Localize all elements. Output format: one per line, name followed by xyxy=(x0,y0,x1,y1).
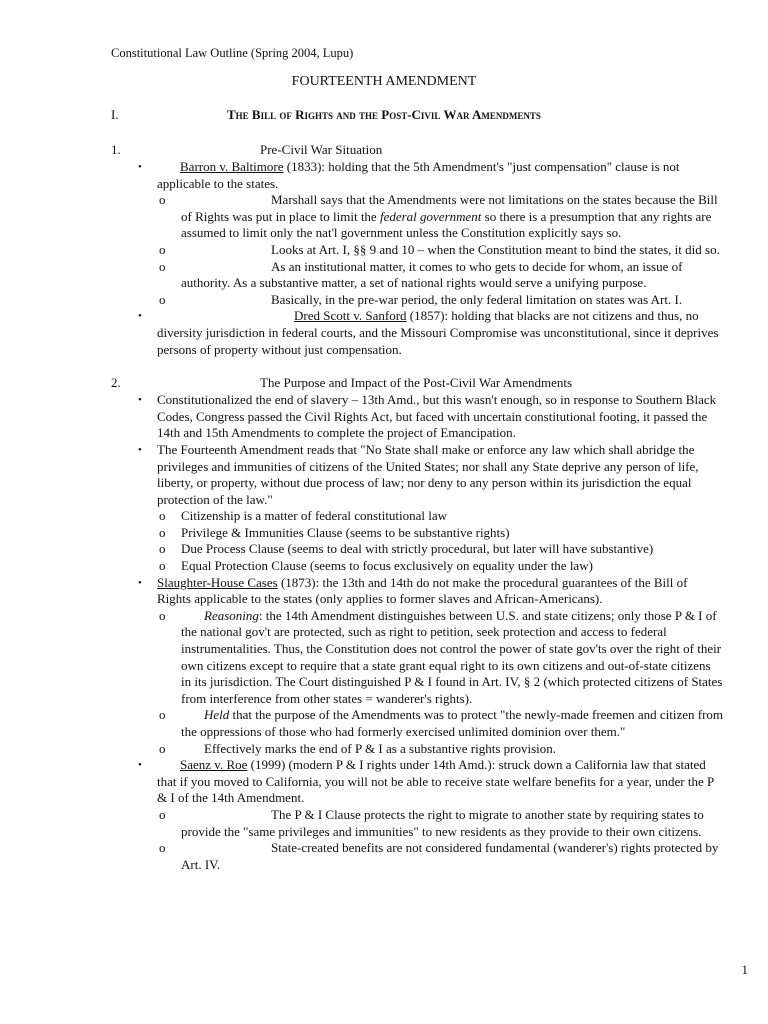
list-text: Effectively marks the end of P & I as a substantive rights provision. xyxy=(204,740,557,756)
subsection-title: Pre-Civil War Situation xyxy=(260,142,383,157)
list-text: Marshall says that the Amendments were not limitations on the states because the Bill of Rights was put in place to limit the xyxy=(181,192,718,224)
list-text: (1873): the 13th and 14th do not make the procedural guarantees of the Bill of Rights applicable to the states (only applies to former slaves and African-Americans). xyxy=(157,574,688,607)
list-item xyxy=(111,442,723,575)
emphasis-text: Reasoning xyxy=(204,607,259,623)
circle-marker: o xyxy=(159,508,166,524)
list-text: State-created benefits are not considered fundamental (wanderer's) rights protected by Art. IV. xyxy=(181,840,719,872)
case-name: Barron v. Baltimore xyxy=(180,159,284,174)
bullet-marker: • xyxy=(138,161,142,173)
list-item xyxy=(111,159,723,308)
running-header: Constitutional Law Outline (Spring 2004, Lupu) xyxy=(111,46,354,60)
page-number: 1 xyxy=(741,962,748,977)
list-item xyxy=(111,292,723,309)
subsection-number: 2. xyxy=(111,375,121,391)
circle-marker: o xyxy=(159,241,166,257)
list-text: : the 14th Amendment distinguishes between U.S. and state citizens; only those P & I of the national gov't are protected, such as right to petition, seek protection and access to federal instrumentalities. Thus, the Constitution does not control the power of state gov'ts over the right of their own citizens except to require that a state grant equal right to its own citizens and out-of-state citizens in its jurisdiction. The Court distinguished P & I found in Art. IV, § 2 (which protected citizens of States from interference from other states = wanderer's rights). xyxy=(181,607,723,706)
page-title: FOURTEENTH AMENDMENT xyxy=(291,74,477,89)
list-text: (1999) (modern P & I rights under 14th Amd.): struck down a California law that stated that if you moved to California, you will not be able to receive state welfare benefits for a year, under the P & I of the 14th Amendment. xyxy=(157,757,714,806)
emphasis-text: Held xyxy=(204,707,230,723)
list-text: Privilege & Immunities Clause (seems to be substantive rights) xyxy=(181,524,510,540)
list-text: As an institutional matter, it comes to who gets to decide for whom, an issue of authority. As a substantive matter, a set of national rights would serve a unifying purpose. xyxy=(181,258,683,291)
circle-marker: o xyxy=(159,806,166,822)
circle-marker: o xyxy=(159,258,166,274)
list-item xyxy=(111,757,723,873)
subsection-title: The Purpose and Impact of the Post-Civil War Amendments xyxy=(260,375,573,391)
circle-marker: o xyxy=(159,558,166,574)
bullet-marker: • xyxy=(138,443,142,456)
list-item xyxy=(111,558,723,575)
list-text: Due Process Clause (seems to deal with strictly procedural, but later will have substantive) xyxy=(181,541,654,557)
list-item xyxy=(111,192,723,242)
bullet-marker: • xyxy=(138,394,142,407)
list-text: Looks at Art. I, §§ 9 and 10 – when the Constitution meant to bind the states, it did so. xyxy=(271,241,720,257)
circle-marker: o xyxy=(159,607,166,623)
circle-marker: o xyxy=(159,192,166,208)
subsection-heading xyxy=(111,142,723,159)
list-item xyxy=(111,392,723,442)
section-title: The Bill of Rights and the Post-Civil War Amendments xyxy=(227,107,541,122)
list-item xyxy=(111,259,723,292)
list-text: Citizenship is a matter of federal constitutional law xyxy=(181,508,448,524)
list-item xyxy=(111,242,723,259)
outline-body xyxy=(111,142,723,873)
section-number: I. xyxy=(111,107,119,122)
list-text: The Fourteenth Amendment reads that "No State shall make or enforce any law which shall abridge the privileges and immunities of citizens of the United States; nor shall any State deprive any person of life, liberty, or property, without due process of law; nor deny to any person within its jurisdiction the equal protection of the law." xyxy=(157,441,699,507)
list-text: (1833): holding that the 5th Amendment's "just compensation" clause is not applicable to the states. xyxy=(157,159,680,191)
list-text: Equal Protection Clause (seems to focus exclusively on equality under the law) xyxy=(181,558,593,574)
case-name: Dred Scott v. Sanford xyxy=(294,308,407,324)
list-item xyxy=(111,741,723,758)
list-text: The P & I Clause protects the right to migrate to another state by requiring states to provide the "same privileges and immunities" to new residents as they provide to their own citizens. xyxy=(181,806,704,839)
circle-marker: o xyxy=(159,524,166,540)
list-item xyxy=(111,508,723,525)
subsection-heading xyxy=(111,375,723,392)
emphasis-text: federal government xyxy=(379,208,482,224)
circle-marker: o xyxy=(159,291,166,307)
case-name: Saenz v. Roe xyxy=(180,757,248,773)
case-name: Slaughter-House Cases xyxy=(157,574,278,590)
list-item xyxy=(111,308,723,358)
list-text: (1857): holding that blacks are not citizens and thus, no diversity jurisdiction in federal courts, and the Missouri Compromise was unconstitutional, since it deprives persons of property without just compensation. xyxy=(157,308,719,357)
circle-marker: o xyxy=(159,740,166,756)
bullet-marker: • xyxy=(138,576,142,589)
list-text: that the purpose of the Amendments was to protect "the newly-made freemen and citizen from the oppressions of those who had formerly exercised unlimited dominion over them." xyxy=(181,707,724,739)
subsection-number: 1. xyxy=(111,142,121,157)
list-item xyxy=(111,575,723,758)
bullet-marker: • xyxy=(138,759,142,772)
list-item xyxy=(111,707,723,740)
circle-marker: o xyxy=(159,541,166,557)
list-item xyxy=(111,840,723,873)
list-item xyxy=(111,807,723,840)
list-item xyxy=(111,541,723,558)
list-item xyxy=(111,608,723,708)
circle-marker: o xyxy=(159,707,166,723)
bullet-marker: • xyxy=(138,310,142,323)
list-text: so there is a presumption that any rights are assumed to limit only the nat'l government unless the Constitution explicitly says so. xyxy=(181,208,712,241)
circle-marker: o xyxy=(159,840,166,856)
list-text: Constitutionalized the end of slavery – 13th Amd., but this wasn't enough, so in response to Southern Black Codes, Congress passed the Civil Rights Act, but faced with uncertain constitutional footing, it passed the 14th and 15th Amendments to complete the project of Emancipation. xyxy=(157,392,717,441)
list-text: Basically, in the pre-war period, the only federal limitation on states was Art. I. xyxy=(271,291,683,307)
list-item xyxy=(111,525,723,542)
